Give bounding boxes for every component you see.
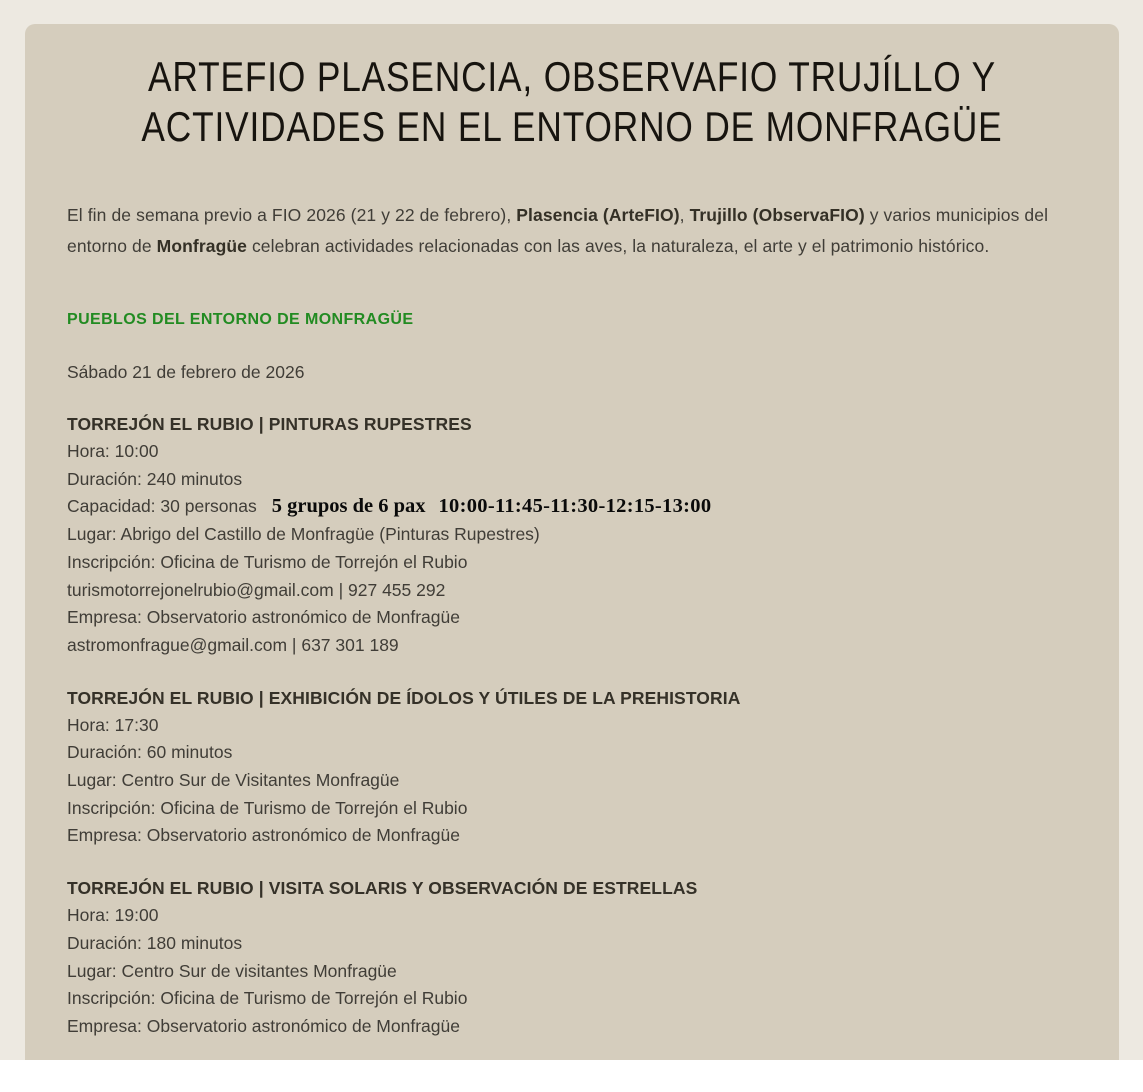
intro-text: , xyxy=(679,205,690,225)
content-card xyxy=(25,24,1119,1060)
event-detail-line xyxy=(67,822,1077,850)
event-detail-text: Capacidad: 30 personas xyxy=(67,496,257,517)
event-block xyxy=(67,874,1077,1041)
event-detail-line xyxy=(67,958,1077,986)
event-detail-text: Lugar: Abrigo del Castillo de Monfragüe (Pinturas Rupestres) xyxy=(67,524,540,545)
event-detail-text: Duración: 180 minutos xyxy=(67,932,243,953)
page-title xyxy=(43,52,1101,152)
event-detail-line xyxy=(67,1013,1077,1041)
event-detail-line xyxy=(67,493,1077,521)
event-detail-line xyxy=(67,767,1077,795)
event-detail-line xyxy=(67,985,1077,1013)
event-detail-line xyxy=(67,604,1077,632)
event-detail-line xyxy=(67,577,1077,605)
intro-bold-text: Plasencia (ArteFIO) xyxy=(516,205,680,225)
event-detail-text: Hora: 19:00 xyxy=(67,905,159,926)
event-detail-line xyxy=(67,466,1077,494)
date-line: Sábado 21 de febrero de 2026 xyxy=(67,362,305,382)
event-detail-text: Duración: 240 minutos xyxy=(67,468,243,489)
event-detail-line xyxy=(67,930,1077,958)
event-detail-line xyxy=(67,739,1077,767)
intro-bold-text: Monfragüe xyxy=(156,236,247,256)
event-detail-text: astromonfrague@gmail.com | 637 301 189 xyxy=(67,634,399,655)
event-title: TORREJÓN EL RUBIO | PINTURAS RUPESTRES xyxy=(67,414,472,434)
event-detail-line xyxy=(67,438,1077,466)
event-detail-text: Empresa: Observatorio astronómico de Monfragüe xyxy=(67,1015,460,1036)
event-detail-text: Inscripción: Oficina de Turismo de Torrejón el Rubio xyxy=(67,551,468,572)
event-title: TORREJÓN EL RUBIO | EXHIBICIÓN DE ÍDOLOS Y ÚTILES DE LA PREHISTORIA xyxy=(67,687,741,708)
page-title-line2: ACTIVIDADES EN EL ENTORNO DE MONFRAGÜE xyxy=(141,103,1003,150)
event-block xyxy=(67,410,1077,660)
event-detail-line xyxy=(67,902,1077,930)
event-detail-text: turismotorrejonelrubio@gmail.com | 927 455 292 xyxy=(67,579,446,600)
intro-text: El fin de semana previo a FIO 2026 (21 y 22 de febrero), xyxy=(67,205,517,225)
event-detail-text: Lugar: Centro Sur de Visitantes Monfragüe xyxy=(67,770,400,791)
event-detail-text: Lugar: Centro Sur de visitantes Monfragüe xyxy=(67,960,397,981)
event-block xyxy=(67,684,1077,851)
event-detail-text: Inscripción: Oficina de Turismo de Torrejón el Rubio xyxy=(67,797,468,818)
events-list xyxy=(67,410,1077,1041)
event-detail-line xyxy=(67,795,1077,823)
intro-bold-text: Trujillo (ObservaFIO) xyxy=(689,205,865,225)
event-detail-text: Empresa: Observatorio astronómico de Monfragüe xyxy=(67,607,460,628)
event-detail-text: Hora: 17:30 xyxy=(67,714,159,735)
event-detail-line xyxy=(67,632,1077,660)
intro-text: celebran actividades relacionadas con las aves, la naturaleza, el arte y el patrimonio histórico. xyxy=(247,236,990,256)
event-detail-line xyxy=(67,549,1077,577)
intro-paragraph xyxy=(67,200,1077,262)
event-detail-text: Inscripción: Oficina de Turismo de Torrejón el Rubio xyxy=(67,988,468,1009)
capacity-note-times: 10:00-11:45-11:30-12:15-13:00 xyxy=(438,495,712,518)
bottom-strip xyxy=(0,1060,1143,1092)
page-title-line1: ARTEFIO PLASENCIA, OBSERVAFIO TRUJÍLLO Y xyxy=(148,53,996,100)
event-detail-text: Duración: 60 minutos xyxy=(67,742,233,763)
capacity-note-groups: 5 grupos de 6 pax xyxy=(271,495,426,518)
event-title: TORREJÓN EL RUBIO | VISITA SOLARIS Y OBSERVACIÓN DE ESTRELLAS xyxy=(67,878,698,899)
event-detail-text: Hora: 10:00 xyxy=(67,441,159,461)
event-detail-line xyxy=(67,712,1077,740)
event-detail-text: Empresa: Observatorio astronómico de Monfragüe xyxy=(67,825,460,846)
intro-text: y varios municipios del entorno de xyxy=(67,205,1049,256)
section-heading: PUEBLOS DEL ENTORNO DE MONFRAGÜE xyxy=(67,311,414,328)
event-detail-line xyxy=(67,521,1077,549)
